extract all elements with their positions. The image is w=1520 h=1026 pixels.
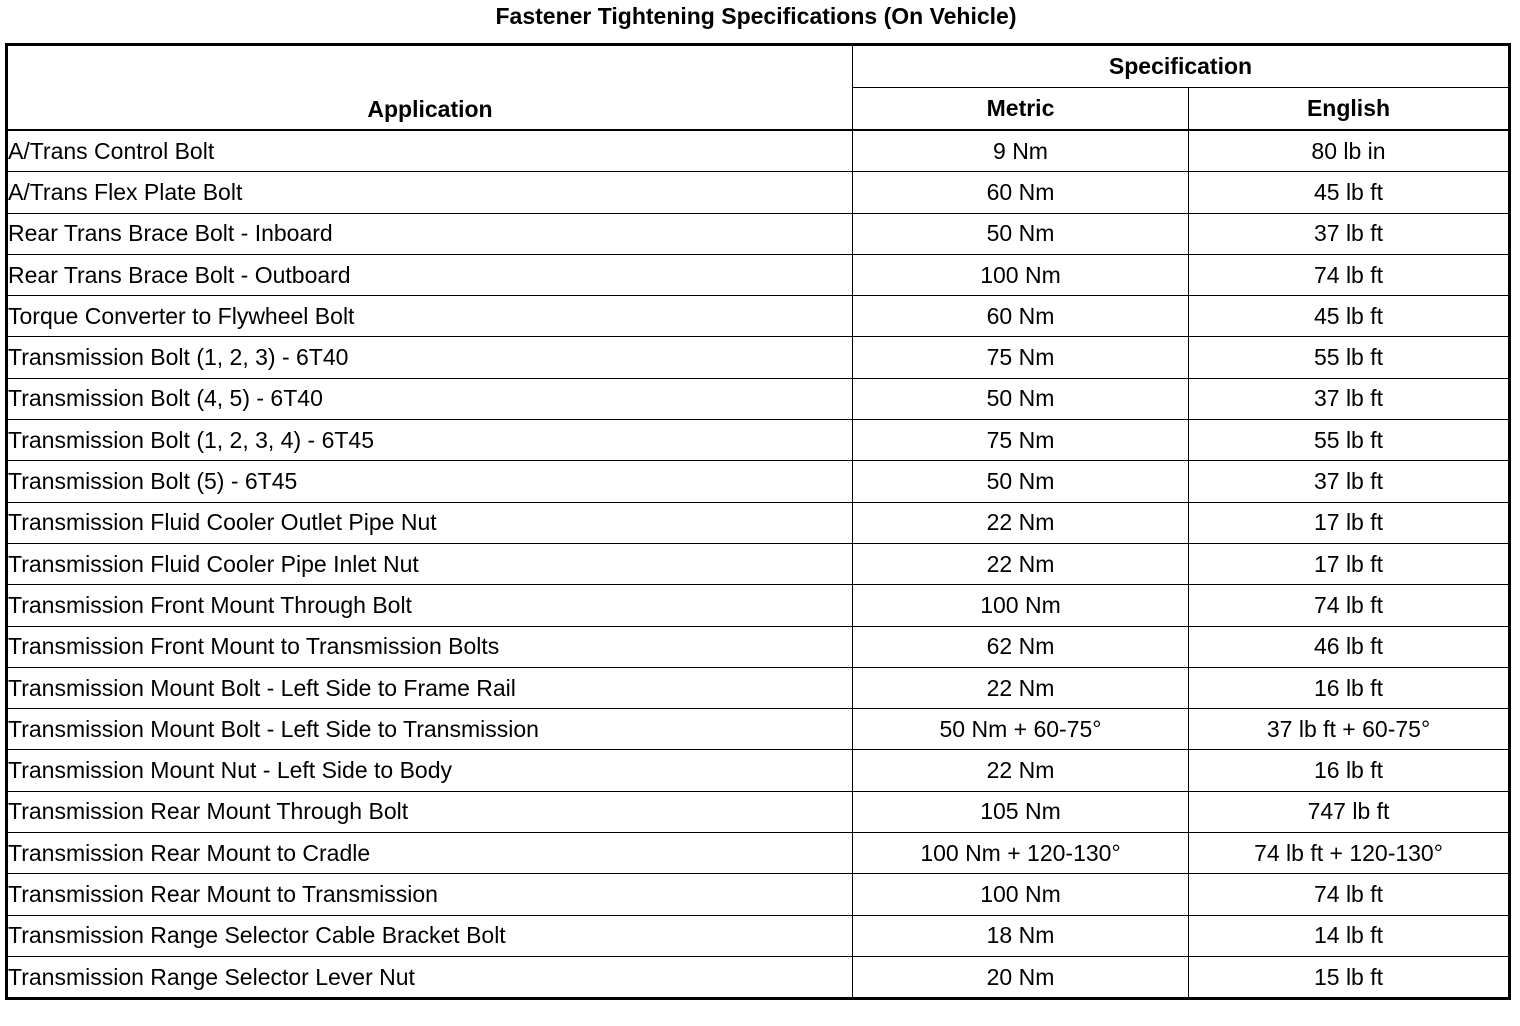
english-cell: 45 lb ft: [1189, 172, 1510, 213]
table-row: [7, 874, 1510, 915]
metric-cell: 22 Nm: [853, 502, 1189, 543]
application-cell: Transmission Front Mount Through Bolt: [7, 585, 853, 626]
application-cell: Transmission Fluid Cooler Outlet Pipe Nut: [7, 502, 853, 543]
specification-group-header: Specification: [853, 45, 1510, 88]
english-cell: 16 lb ft: [1189, 667, 1510, 708]
application-cell: Transmission Fluid Cooler Pipe Inlet Nut: [7, 543, 853, 584]
table-row: [7, 543, 1510, 584]
application-cell: A/Trans Flex Plate Bolt: [7, 172, 853, 213]
application-cell: Transmission Bolt (1, 2, 3, 4) - 6T45: [7, 420, 853, 461]
metric-cell: 100 Nm: [853, 254, 1189, 295]
english-cell: 74 lb ft + 120-130°: [1189, 833, 1510, 874]
english-cell: 37 lb ft: [1189, 378, 1510, 419]
metric-cell: 22 Nm: [853, 543, 1189, 584]
table-row: [7, 172, 1510, 213]
table-row: [7, 585, 1510, 626]
application-cell: Transmission Mount Bolt - Left Side to Transmission: [7, 709, 853, 750]
english-cell: 55 lb ft: [1189, 337, 1510, 378]
application-cell: Rear Trans Brace Bolt - Outboard: [7, 254, 853, 295]
table-row: [7, 833, 1510, 874]
english-cell: 14 lb ft: [1189, 915, 1510, 956]
table-body: [7, 130, 1510, 999]
metric-cell: 60 Nm: [853, 172, 1189, 213]
english-cell: 46 lb ft: [1189, 626, 1510, 667]
table-row: [7, 420, 1510, 461]
table-row: [7, 461, 1510, 502]
english-cell: 55 lb ft: [1189, 420, 1510, 461]
english-cell: 74 lb ft: [1189, 254, 1510, 295]
metric-cell: 100 Nm: [853, 585, 1189, 626]
metric-cell: 50 Nm: [853, 378, 1189, 419]
application-cell: Transmission Bolt (1, 2, 3) - 6T40: [7, 337, 853, 378]
metric-column-header: Metric: [853, 88, 1189, 131]
application-cell: Transmission Range Selector Cable Bracket Bolt: [7, 915, 853, 956]
metric-cell: 50 Nm + 60-75°: [853, 709, 1189, 750]
application-cell: Transmission Mount Bolt - Left Side to Frame Rail: [7, 667, 853, 708]
metric-cell: 105 Nm: [853, 791, 1189, 832]
table-row: [7, 254, 1510, 295]
metric-cell: 50 Nm: [853, 461, 1189, 502]
application-cell: Transmission Front Mount to Transmission Bolts: [7, 626, 853, 667]
table-row: [7, 750, 1510, 791]
metric-cell: 75 Nm: [853, 420, 1189, 461]
application-cell: A/Trans Control Bolt: [7, 130, 853, 172]
table-row: [7, 296, 1510, 337]
application-cell: Transmission Mount Nut - Left Side to Body: [7, 750, 853, 791]
metric-cell: 22 Nm: [853, 750, 1189, 791]
application-cell: Transmission Rear Mount to Cradle: [7, 833, 853, 874]
fastener-spec-table: [5, 43, 1511, 1000]
english-column-header: English: [1189, 88, 1510, 131]
english-cell: 747 lb ft: [1189, 791, 1510, 832]
table-row: [7, 709, 1510, 750]
application-cell: Transmission Range Selector Lever Nut: [7, 956, 853, 998]
metric-cell: 20 Nm: [853, 956, 1189, 998]
table-row: [7, 791, 1510, 832]
table-row: [7, 626, 1510, 667]
page-title: Fastener Tightening Specifications (On Vehicle): [495, 3, 1017, 29]
english-cell: 15 lb ft: [1189, 956, 1510, 998]
application-cell: Transmission Rear Mount to Transmission: [7, 874, 853, 915]
application-cell: Transmission Rear Mount Through Bolt: [7, 791, 853, 832]
application-cell: Rear Trans Brace Bolt - Inboard: [7, 213, 853, 254]
english-cell: 17 lb ft: [1189, 543, 1510, 584]
table-row: [7, 956, 1510, 998]
metric-cell: 22 Nm: [853, 667, 1189, 708]
table-row: [7, 915, 1510, 956]
metric-cell: 100 Nm: [853, 874, 1189, 915]
table-row: [7, 502, 1510, 543]
metric-cell: 18 Nm: [853, 915, 1189, 956]
application-cell: Transmission Bolt (4, 5) - 6T40: [7, 378, 853, 419]
table-row: [7, 213, 1510, 254]
english-cell: 45 lb ft: [1189, 296, 1510, 337]
metric-cell: 60 Nm: [853, 296, 1189, 337]
english-cell: 37 lb ft: [1189, 461, 1510, 502]
english-cell: 17 lb ft: [1189, 502, 1510, 543]
application-cell: Transmission Bolt (5) - 6T45: [7, 461, 853, 502]
metric-cell: 9 Nm: [853, 130, 1189, 172]
english-cell: 37 lb ft + 60-75°: [1189, 709, 1510, 750]
metric-cell: 50 Nm: [853, 213, 1189, 254]
table-row: [7, 130, 1510, 172]
metric-cell: 62 Nm: [853, 626, 1189, 667]
application-cell: Torque Converter to Flywheel Bolt: [7, 296, 853, 337]
metric-cell: 100 Nm + 120-130°: [853, 833, 1189, 874]
table-row: [7, 378, 1510, 419]
english-cell: 16 lb ft: [1189, 750, 1510, 791]
english-cell: 74 lb ft: [1189, 585, 1510, 626]
english-cell: 80 lb in: [1189, 130, 1510, 172]
table-row: [7, 667, 1510, 708]
english-cell: 37 lb ft: [1189, 213, 1510, 254]
english-cell: 74 lb ft: [1189, 874, 1510, 915]
metric-cell: 75 Nm: [853, 337, 1189, 378]
application-column-header: Application: [7, 45, 853, 131]
table-row: [7, 337, 1510, 378]
